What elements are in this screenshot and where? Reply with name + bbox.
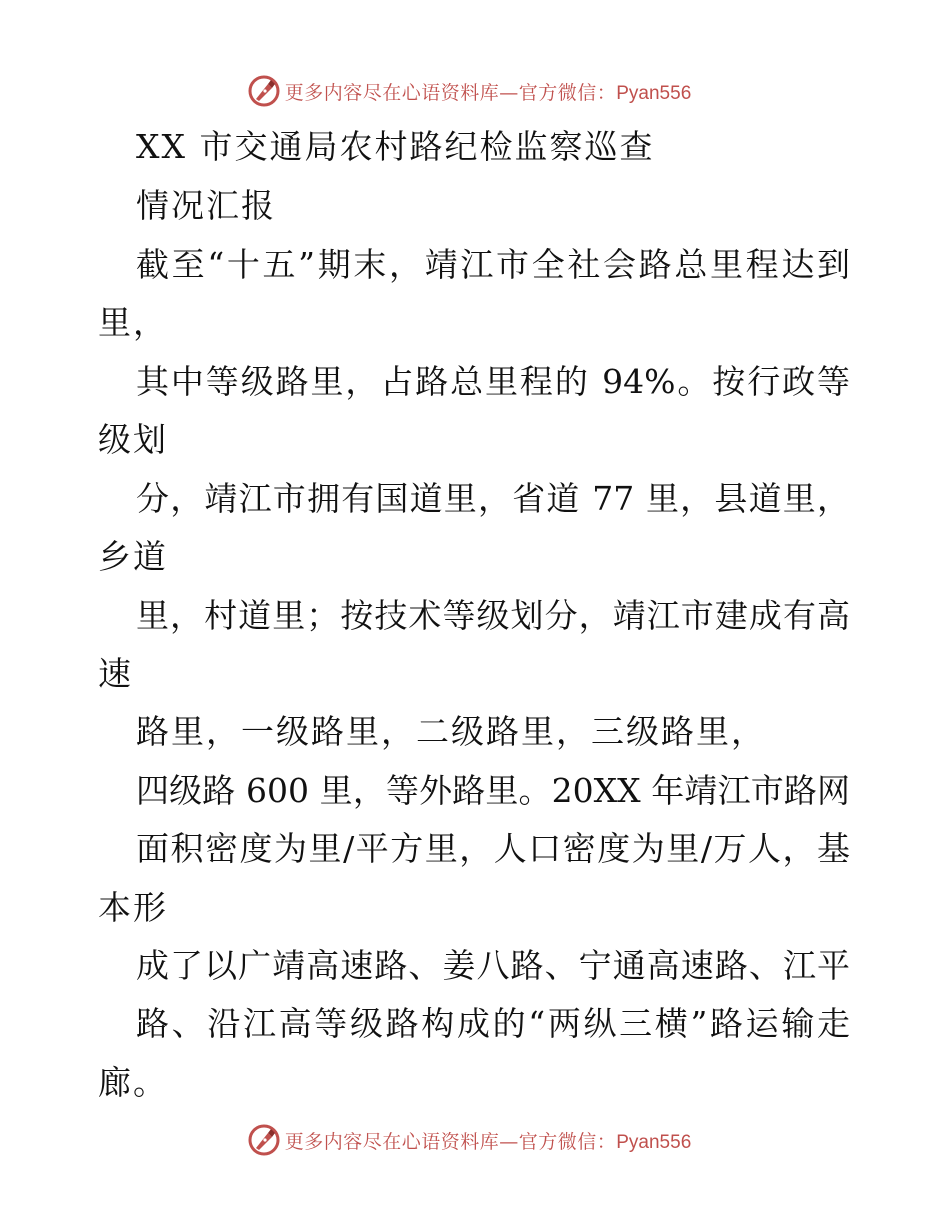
document-title: XX 市交通局农村路纪检监察巡查 [136, 127, 655, 166]
watermark-id: Pyan556 [616, 1131, 692, 1153]
body-line: 本形 [98, 888, 168, 927]
watermark-text: 更多内容尽在心语资料库—官方微信： [284, 1130, 617, 1153]
body-line: 路里，一级路里，二级路里，三级路里， [136, 712, 766, 751]
body-line: 里，村道里；按技术等级划分，靖江市建成有高 [136, 596, 850, 635]
body-line: 速 [98, 654, 133, 693]
pen-nib-logo-icon [247, 74, 281, 108]
body-line: 乡道 [98, 537, 168, 576]
body-line: 廊。 [98, 1063, 168, 1102]
pen-nib-logo-icon [247, 1123, 281, 1157]
body-line: 分，靖江市拥有国道里，省道 77 里，县道里， [136, 479, 850, 518]
body-line: 截至“十五”期末，靖江市全社会路总里程达到 [136, 245, 850, 284]
body-line: 级划 [98, 420, 168, 459]
body-line: 面积密度为里/平方里，人口密度为里/万人，基 [136, 829, 850, 868]
watermark-text: 更多内容尽在心语资料库—官方微信： [284, 81, 617, 104]
body-line: 其中等级路里，占路总里程的 94%。按行政等 [136, 362, 850, 401]
header-watermark [0, 71, 950, 111]
body-line: 路、沿江高等级路构成的“两纵三横”路运输走 [136, 1004, 850, 1043]
footer-watermark [0, 1120, 950, 1160]
document-subtitle: 情况汇报 [136, 186, 276, 225]
body-line: 四级路 600 里，等外路里。20XX 年靖江市路网 [136, 771, 850, 810]
body-line: 成了以广靖高速路、姜八路、宁通高速路、江平 [136, 946, 850, 985]
body-line: 里， [98, 303, 168, 342]
watermark-id: Pyan556 [616, 82, 692, 104]
